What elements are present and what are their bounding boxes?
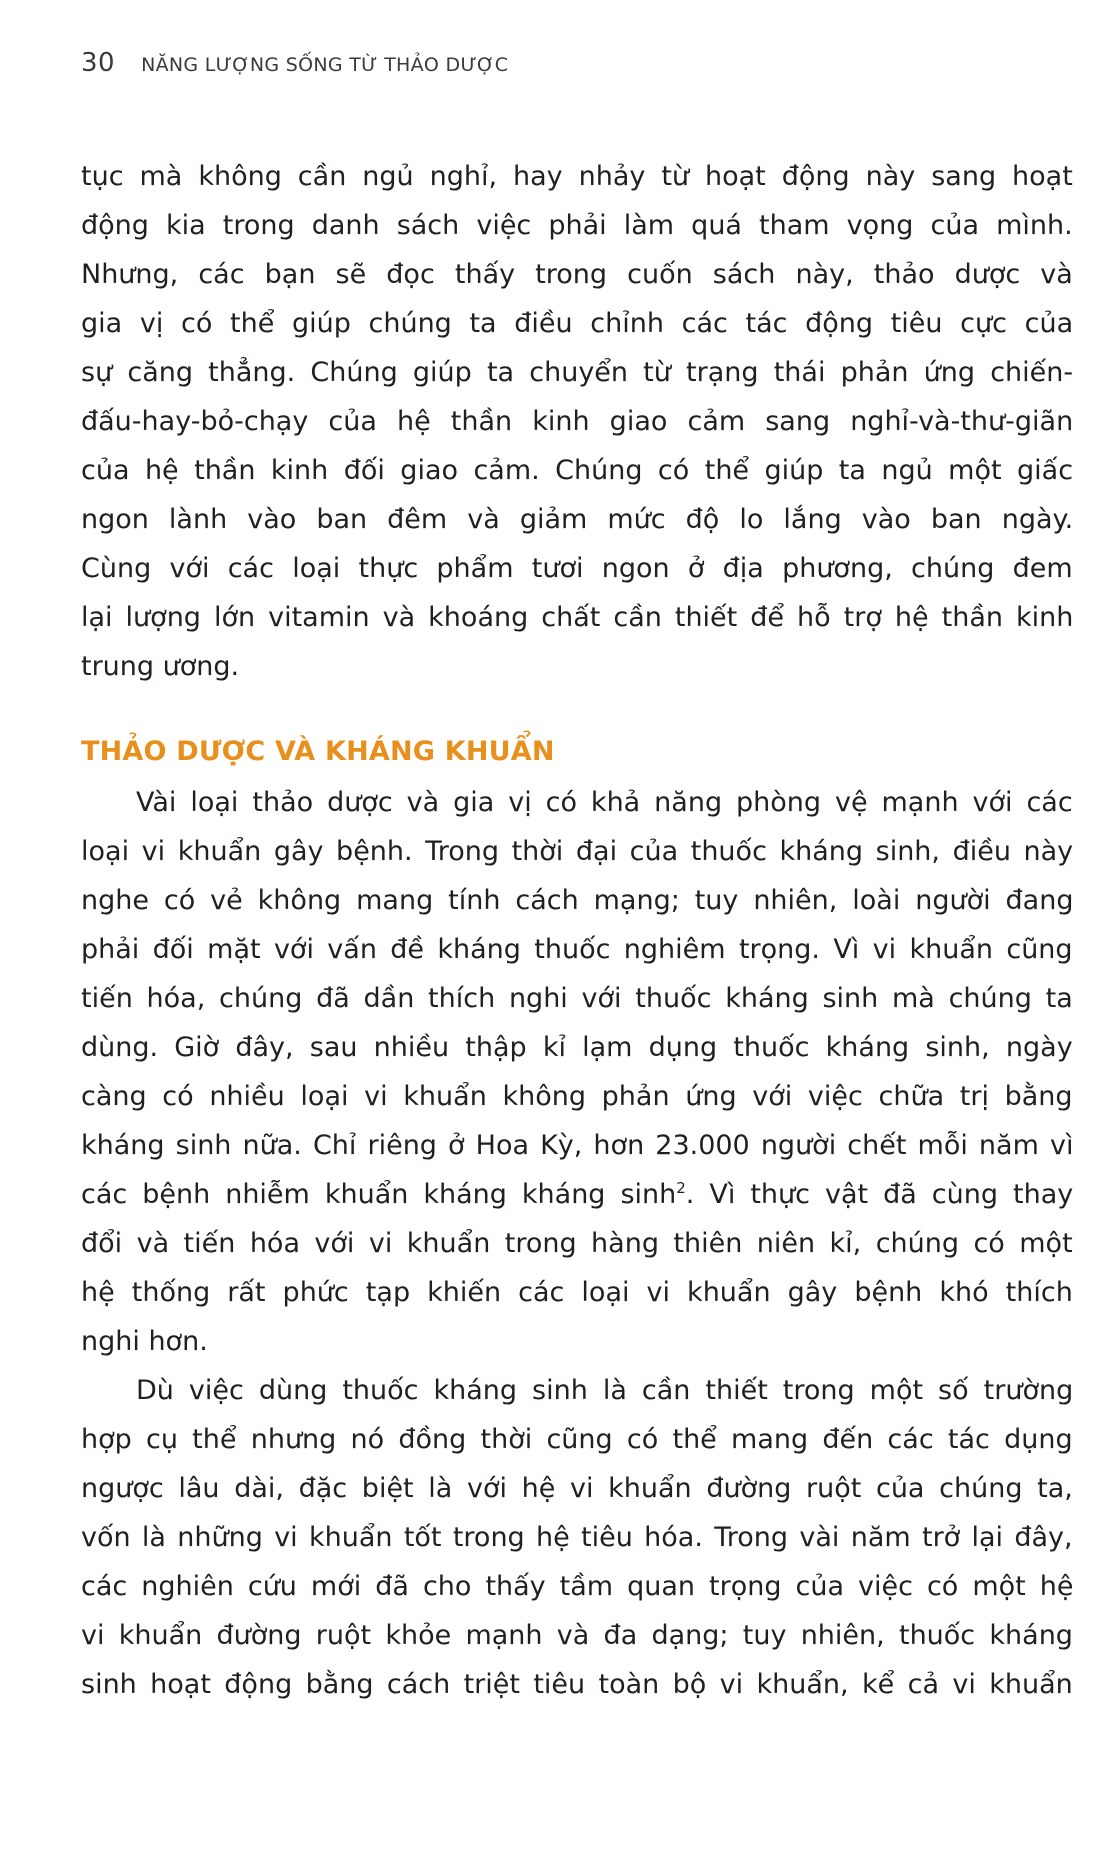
- section-paragraph-1: [81, 778, 1073, 1366]
- text-segment: các bệnh nhiễm khuẩn kháng kháng sinh: [81, 1179, 677, 1210]
- text-line: đổi và tiến hóa với vi khuẩn trong hàng thiên niên kỉ, chúng có một: [81, 1228, 1073, 1259]
- text-line: nghe có vẻ không mang tính cách mạng; tuy nhiên, loài người đang: [81, 885, 1074, 916]
- intro-paragraph: [81, 152, 1073, 691]
- text-line: ngược lâu dài, đặc biệt là với hệ vi khuẩn đường ruột của chúng ta,: [81, 1473, 1073, 1504]
- text-line: của hệ thần kinh đối giao cảm. Chúng có thể giúp ta ngủ một giấc: [81, 455, 1074, 486]
- section-paragraph-2: [81, 1366, 1073, 1709]
- text-line: động kia trong danh sách việc phải làm quá tham vọng của mình.: [81, 210, 1073, 241]
- text-line: loại vi khuẩn gây bệnh. Trong thời đại của thuốc kháng sinh, điều này: [81, 836, 1074, 867]
- text-line: tục mà không cần ngủ nghỉ, hay nhảy từ hoạt động này sang hoạt: [81, 161, 1073, 192]
- text-line: Vài loại thảo dược và gia vị có khả năng phòng vệ mạnh với các: [136, 787, 1073, 818]
- text-line: các nghiên cứu mới đã cho thấy tầm quan trọng của việc có một hệ: [81, 1571, 1074, 1602]
- text-line: vốn là những vi khuẩn tốt trong hệ tiêu hóa. Trong vài năm trở lại đây,: [81, 1522, 1073, 1553]
- book-title: NĂNG LƯỢNG SỐNG TỪ THẢO DƯỢC: [141, 54, 509, 76]
- text-line: lại lượng lớn vitamin và khoáng chất cần thiết để hỗ trợ hệ thần kinh: [81, 602, 1074, 633]
- text-line: Nhưng, các bạn sẽ đọc thấy trong cuốn sách này, thảo dược và: [81, 259, 1073, 290]
- text-line: hệ thống rất phức tạp khiến các loại vi khuẩn gây bệnh khó thích: [81, 1277, 1073, 1308]
- text-line: dùng. Giờ đây, sau nhiều thập kỉ lạm dụng thuốc kháng sinh, ngày: [81, 1032, 1073, 1063]
- text-line: đấu-hay-bỏ-chạy của hệ thần kinh giao cảm sang nghỉ-và-thư-giãn: [81, 406, 1074, 437]
- text-line: sinh hoạt động bằng cách triệt tiêu toàn bộ vi khuẩn, kể cả vi khuẩn: [81, 1669, 1073, 1700]
- text-line: gia vị có thể giúp chúng ta điều chỉnh các tác động tiêu cực của: [81, 308, 1074, 339]
- text-line-with-footnote: [81, 1170, 1073, 1219]
- page-number: 30: [81, 48, 116, 78]
- text-line: Cùng với các loại thực phẩm tươi ngon ở địa phương, chúng đem: [81, 553, 1073, 584]
- running-header: [81, 48, 508, 80]
- text-line: tiến hóa, chúng đã dần thích nghi với thuốc kháng sinh mà chúng ta: [81, 983, 1073, 1014]
- text-line: kháng sinh nữa. Chỉ riêng ở Hoa Kỳ, hơn 23.000 người chết mỗi năm vì: [81, 1130, 1074, 1161]
- body-text: [81, 152, 1073, 1709]
- text-line: sự căng thẳng. Chúng giúp ta chuyển từ trạng thái phản ứng chiến-: [81, 357, 1074, 388]
- text-line: hợp cụ thể nhưng nó đồng thời cũng có thể mang đến các tác dụng: [81, 1424, 1073, 1455]
- text-segment: . Vì thực vật đã cùng thay: [685, 1179, 1074, 1210]
- text-line: Dù việc dùng thuốc kháng sinh là cần thiết trong một số trường: [136, 1375, 1074, 1406]
- text-line: ngon lành vào ban đêm và giảm mức độ lo lắng vào ban ngày.: [81, 504, 1074, 535]
- text-line: trung ương.: [81, 651, 240, 682]
- footnote-marker: 2: [676, 1179, 686, 1197]
- text-line: phải đối mặt với vấn đề kháng thuốc nghiêm trọng. Vì vi khuẩn cũng: [81, 934, 1073, 965]
- text-line: càng có nhiều loại vi khuẩn không phản ứng với việc chữa trị bằng: [81, 1081, 1073, 1112]
- text-line: vi khuẩn đường ruột khỏe mạnh và đa dạng; tuy nhiên, thuốc kháng: [81, 1620, 1073, 1651]
- section-heading: THẢO DƯỢC VÀ KHÁNG KHUẨN: [81, 736, 555, 767]
- text-line: nghi hơn.: [81, 1326, 208, 1357]
